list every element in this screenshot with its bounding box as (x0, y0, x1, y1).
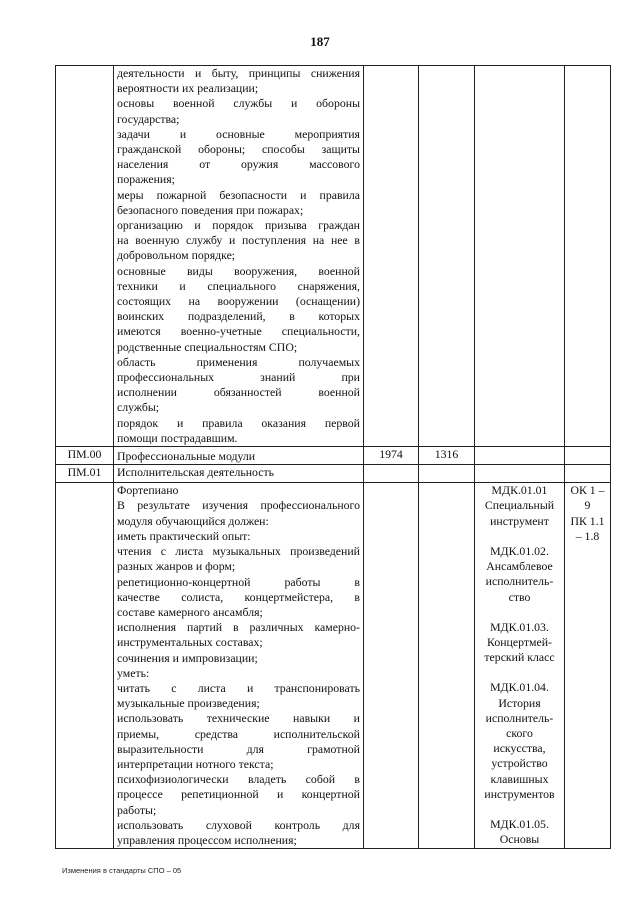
piano-max-load (364, 483, 419, 849)
table-row-continuation (56, 66, 611, 447)
piano-competencies (565, 483, 611, 849)
pm00-max-load: 1974 (364, 447, 419, 465)
text-line: 9 (584, 498, 591, 513)
text-line: качестве солиста, концертмейстера, в (117, 589, 360, 604)
text-line: психофизиологически владеть собой в (117, 772, 360, 787)
text-line: клавишных (490, 771, 549, 786)
text-line: иметь практический опыт: (117, 528, 251, 543)
pm01-competencies (565, 465, 611, 483)
footer-note: Изменения в стандарты СПО – 05 (62, 866, 182, 875)
text-line: Основы (499, 832, 540, 847)
table-row-pm00 (56, 447, 611, 465)
pm01-title: Исполнительская деятельность (114, 465, 364, 483)
text-line: государства; (117, 111, 180, 126)
text-line: МДК.01.04. (490, 680, 549, 695)
text-line: инструмент (490, 513, 549, 528)
text-line: процессе репетиционной и концертной (117, 787, 360, 802)
cell-index (56, 66, 114, 447)
pm01-mdk (475, 465, 565, 483)
text-line: Концертмей- (487, 634, 552, 649)
pm01-max-load (364, 465, 419, 483)
text-line: исполнении обязанностей военной (117, 385, 360, 400)
line-gap (478, 802, 561, 817)
text-line: репетиционно-концертной работы в (117, 574, 360, 589)
text-line: родственные специальностям СПО; (117, 339, 298, 354)
text-line: Фортепиано (117, 483, 179, 498)
text-line: чтения с листа музыкальных произведений (117, 544, 360, 559)
text-line: использовать технические навыки и (117, 711, 360, 726)
text-line: читать с листа и транспонировать (117, 680, 360, 695)
piano-content (114, 483, 364, 849)
text-line: исполнения партий в различных камерно- (117, 620, 360, 635)
text-line: организацию и порядок призыва граждан (117, 218, 360, 233)
text-line: помощи пострадавшим. (117, 430, 238, 445)
line-gap (478, 605, 561, 620)
text-line: Специальный (484, 498, 555, 513)
text-line: – 1.8 (575, 528, 600, 543)
text-line: приемы, средства исполнительской (117, 726, 360, 741)
text-line: ство (508, 589, 531, 604)
text-line: работы; (117, 802, 157, 817)
piano-hours (419, 483, 475, 849)
piano-mdk (475, 483, 565, 849)
line-gap (478, 665, 561, 680)
text-line: МДК.01.05. (490, 816, 549, 831)
text-line: ОК 1 – (570, 483, 605, 498)
text-line: МДК.01.03. (490, 619, 549, 634)
text-line: порядок и правила оказания первой (117, 415, 360, 430)
text-line: гражданской обороны; способы защиты (117, 142, 360, 157)
pm01-code: ПМ.01 (56, 465, 114, 483)
table-row-pm01 (56, 465, 611, 483)
page-number: 187 (310, 34, 330, 49)
cell-mdk (475, 66, 565, 447)
text-line: ПК 1.1 (570, 513, 605, 528)
text-line: службы; (117, 400, 160, 415)
pm00-mdk (475, 447, 565, 465)
text-line: История (498, 695, 541, 710)
pm01-hours (419, 465, 475, 483)
text-line: ского (506, 725, 533, 740)
text-line: безопасного поведения при пожарах; (117, 202, 304, 217)
text-line: на военную службу и поступления на нее в (117, 233, 360, 248)
table-row-piano (56, 483, 611, 849)
text-line: инструментов (484, 786, 555, 801)
text-line: уметь: (117, 665, 150, 680)
text-line: МДК.01.02. (490, 543, 549, 558)
text-line: разных жанров и форм; (117, 559, 236, 574)
text-line: задачи и основные мероприятия (117, 126, 360, 141)
text-line: интерпретации нотного текста; (117, 756, 274, 771)
text-line: основы военной службы и обороны (117, 96, 360, 111)
text-line: инструментальных составах; (117, 635, 263, 650)
text-line: имеются военно-учетные специальности, (117, 324, 360, 339)
pm00-competencies (565, 447, 611, 465)
text-line: использовать слуховой контроль для (117, 817, 360, 832)
text-line: основные виды вооружения, военной (117, 263, 360, 278)
text-line: выразительности для грамотной (117, 741, 360, 756)
text-line: исполнитель- (485, 710, 554, 725)
pm00-code: ПМ.00 (56, 447, 114, 465)
text-line: устройство (491, 756, 548, 771)
text-line: управления процессом исполнения; (117, 832, 297, 847)
cell-max-load (364, 66, 419, 447)
text-line: техники и специального снаряжения, (117, 278, 360, 293)
text-line: состоящих на вооружении (оснащении) (117, 294, 360, 309)
piano-index (56, 483, 114, 849)
text-line: вероятности их реализации; (117, 81, 259, 96)
cell-content (114, 66, 364, 447)
text-line: искусства, (493, 741, 546, 756)
curriculum-table (55, 65, 611, 849)
pm00-hours: 1316 (419, 447, 475, 465)
text-line: добровольном порядке; (117, 248, 236, 263)
text-line: МДК.01.01 (491, 483, 548, 498)
text-line: профессиональных знаний при (117, 370, 360, 385)
text-line: поражения; (117, 172, 175, 187)
text-line: область применения получаемых (117, 354, 360, 369)
text-line: Ансамблевое (486, 559, 553, 574)
text-line: терский класс (484, 650, 555, 665)
cell-hours (419, 66, 475, 447)
text-line: деятельности и быту, принципы снижения (117, 66, 360, 80)
text-line: воинских подразделений, в которых (117, 309, 360, 324)
pm00-title: Профессиональные модули (114, 447, 364, 465)
line-gap (478, 529, 561, 544)
text-line: модуля обучающийся должен: (117, 513, 269, 528)
text-line: сочинения и импровизации; (117, 650, 258, 665)
text-line: населения от оружия массового (117, 157, 360, 172)
text-line: исполнитель- (485, 574, 554, 589)
text-line: составе камерного ансамбля; (117, 604, 263, 619)
text-line: В результате изучения профессионального (117, 498, 360, 513)
cell-competencies (565, 66, 611, 447)
text-line: меры пожарной безопасности и правила (117, 187, 360, 202)
text-line: музыкальные произведения; (117, 696, 260, 711)
